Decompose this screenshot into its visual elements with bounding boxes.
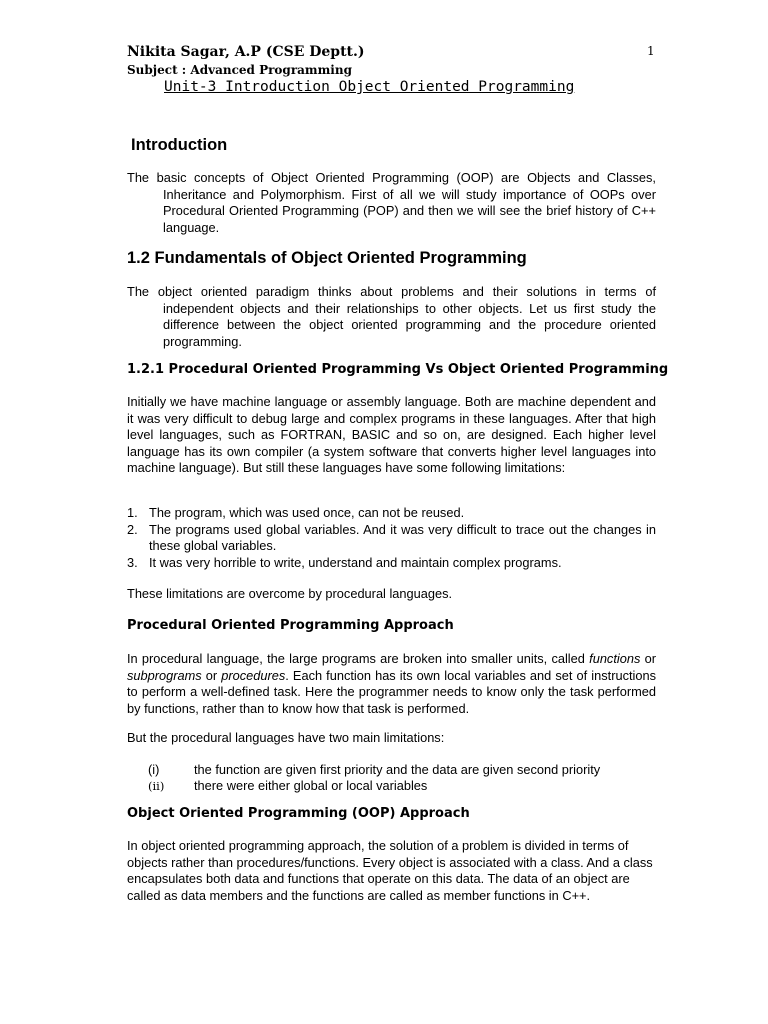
oop-approach-paragraph: In object oriented programming approach, the solution of a problem is divided in terms of objects rather than procedures/functions. Every object is associated with a class. And a class encapsulates both data and functions that operate on this data. The data of an object are called as data members and the functions are called as member functions in C++. (127, 838, 653, 903)
page-number: 1 (647, 44, 655, 58)
introduction-heading: Introduction (131, 136, 228, 154)
list-item: 1. The program, which was used once, can not be reused. (127, 505, 465, 520)
list-item: (ii) there were either global or local variables (148, 778, 428, 793)
list-item: 2. The programs used global variables. And it was very difficult to trace out the changes in these global variables. (127, 521, 656, 553)
pop-vs-oop-paragraph: Initially we have machine language or assembly language. Both are machine dependent and it was very difficult to debug large and complex programs in these languages. After that high level languages, such as FORTRAN, BASIC and so on, are designed. Each higher level language has its own compiler (a system software that converts higher level languages into machine language). But still these languages have some following limitations: (127, 394, 656, 475)
pop-limitations-intro: But the procedural languages have two main limitations: (127, 730, 445, 745)
introduction-paragraph: The basic concepts of Object Oriented Programming (OOP) are Objects and Classes, Inheritance and Polymorphism. First of all we will study importance of OOPs over Procedural Oriented Programming (POP) and then we will see the brief history of C++ language. (127, 170, 656, 235)
oop-approach-heading: Object Oriented Programming (OOP) Approach (127, 806, 470, 821)
pop-approach-heading: Procedural Oriented Programming Approach (127, 618, 454, 633)
pop-vs-oop-heading: 1.2.1 Procedural Oriented Programming Vs Object Oriented Programming (127, 362, 669, 377)
pop-approach-paragraph: In procedural language, the large programs are broken into smaller units, called functions or subprograms or procedures. Each function has its own local variables and set of instructions to perform a well-defined task. Here the programmer needs to know only the task performed by functions, rather than to know how that task is performed. (127, 651, 657, 716)
author-line: Nikita Sagar, A.P (CSE Deptt.) (127, 44, 365, 60)
subject-line: Subject : Advanced Programming (127, 63, 352, 77)
limitations-closing: These limitations are overcome by procedural languages. (127, 586, 453, 601)
limitations-list (127, 505, 656, 571)
unit-title: Unit-3 Introduction Object Oriented Programming (164, 79, 575, 95)
list-item: (i) the function are given first priority and the data are given second priority (148, 762, 601, 777)
fundamentals-paragraph: The object oriented paradigm thinks about problems and their solutions in terms of independent objects and their relationships to other objects. Let us first study the difference between the object oriented programming and the procedure oriented programming. (127, 284, 656, 349)
list-item: 3. It was very horrible to write, understand and maintain complex programs. (127, 554, 562, 570)
pop-limitations-list (148, 762, 668, 794)
fundamentals-heading: 1.2 Fundamentals of Object Oriented Programming (127, 249, 527, 267)
